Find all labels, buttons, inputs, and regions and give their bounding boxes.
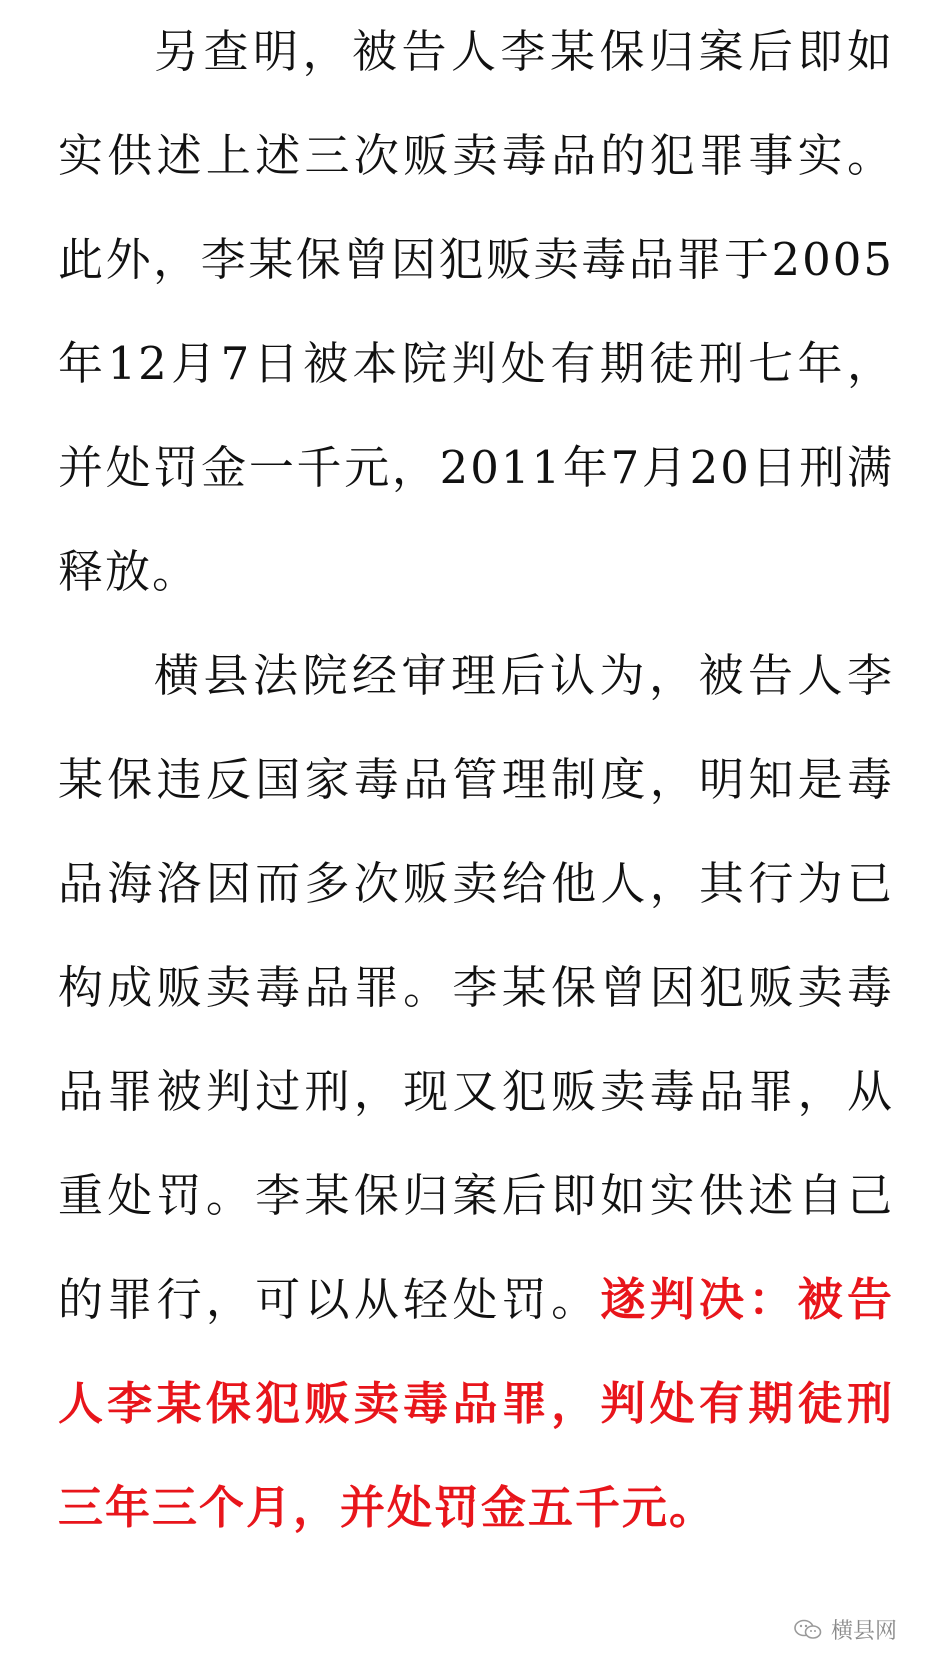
paragraph-judgment bbox=[58, 624, 894, 1560]
paragraph-text: 另查明，被告人李某保归案后即如实供述上述三次贩卖毒品的犯罪事实。此外，李某保曾因犯贩卖毒品罪于2005年12月7日被本院判处有期徒刑七年，并处罚金一千元，2011年7月20日刑满释放。 bbox=[58, 25, 894, 598]
watermark-label: 横县网 bbox=[830, 1619, 897, 1644]
paragraph-background bbox=[58, 0, 894, 624]
watermark bbox=[793, 1614, 897, 1645]
article-body bbox=[58, 0, 894, 1560]
verdict-text: 遂判决：被告人李某保犯贩卖毒品罪，判处有期徒刑三年三个月，并处罚金五千元。 bbox=[58, 1273, 894, 1534]
paragraph-text: 横县法院经审理后认为，被告人李某保违反国家毒品管理制度，明知是毒品海洛因而多次贩卖给他人，其行为已构成贩卖毒品罪。李某保曾因犯贩卖毒品罪被判过刑，现又犯贩卖毒品罪，从重处罚。李某保归案后即如实供述自己的罪行，可以从轻处罚。 bbox=[58, 649, 894, 1326]
wechat-icon bbox=[793, 1618, 823, 1642]
